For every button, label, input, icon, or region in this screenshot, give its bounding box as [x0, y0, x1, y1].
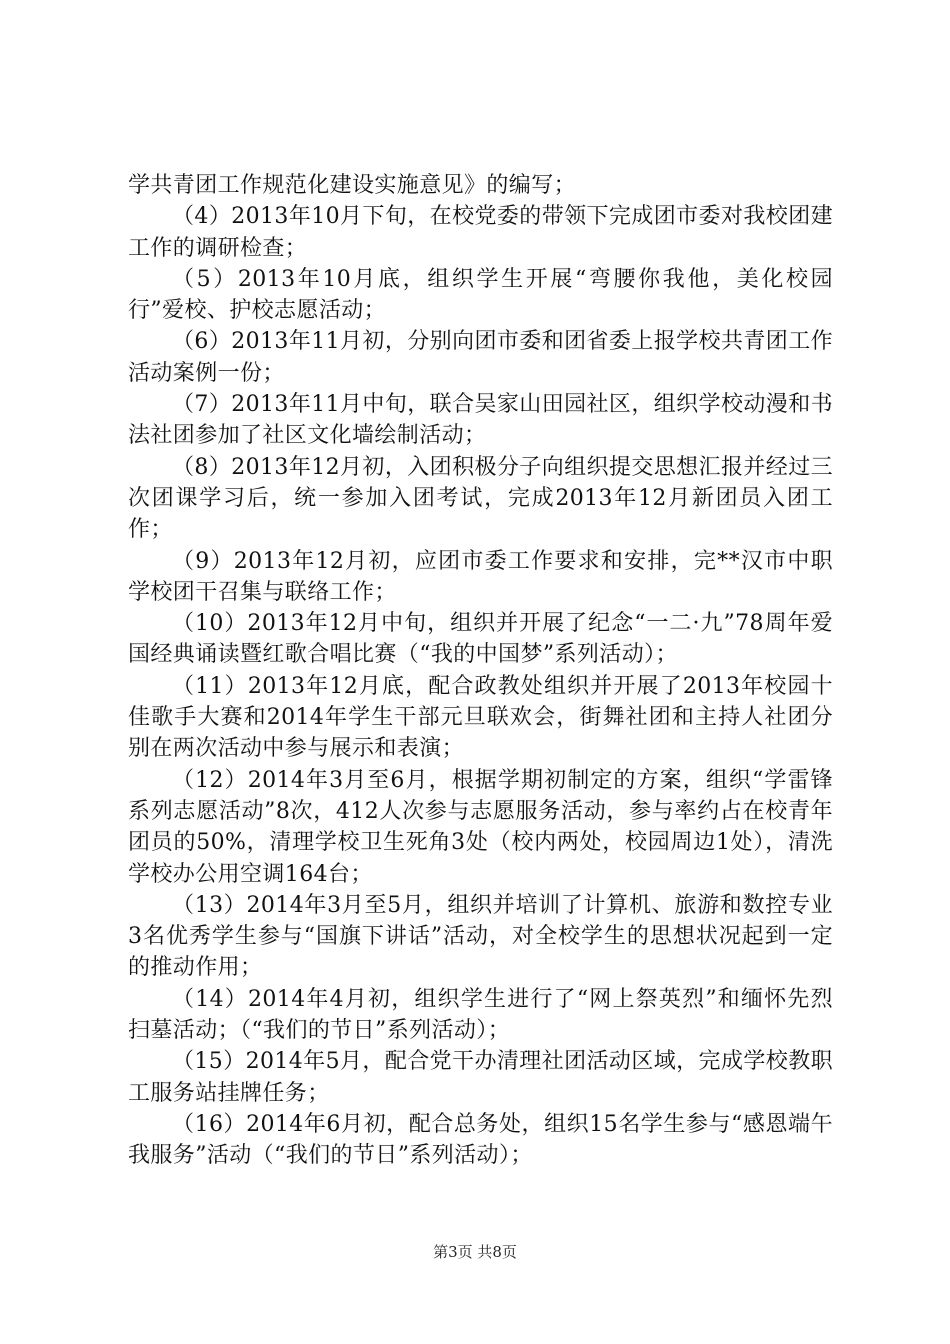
paragraph-continuation: 学共青团工作规范化建设实施意见》的编写；: [128, 173, 577, 198]
paragraph-item-15: （15）2014年5月，配合党干办清理社团活动区域，完成学校教职工服务站挂牌任务；: [128, 1049, 833, 1106]
paragraph-item-7: （7）2013年11月中旬，联合吴家山田园社区，组织学校动漫和书法社团参加了社区文化墙绘制活动；: [128, 392, 833, 449]
paragraph-item-8: （8）2013年12月初，入团积极分子向组织提交思想汇报并经过三次团课学习后，统一参加入团考试，完成2013年12月新团员入团工作；: [128, 454, 833, 543]
paragraph-item-6: （6）2013年11月初，分别向团市委和团省委上报学校共青团工作活动案例一份；: [128, 329, 833, 386]
paragraph-item-13: （13）2014年3月至5月，组织并培训了计算机、旅游和数控专业3名优秀学生参与“国旗下讲话”活动，对全校学生的思想状况起到一定的推动作用；: [128, 892, 833, 981]
paragraph-item-10: （10）2013年12月中旬，组织并开展了纪念“一二·九”78周年爱国经典诵读暨红歌合唱比赛（“我的中国梦”系列活动）；: [128, 611, 833, 668]
page-number-footer: 第3页 共8页: [433, 1243, 517, 1261]
paragraph-item-16: （16）2014年6月初，配合总务处，组织15名学生参与“感恩端午我服务”活动（“我们的节日”系列活动）；: [128, 1111, 833, 1169]
paragraph-item-11: （11）2013年12月底，配合政教处组织并开展了2013年校园十佳歌手大赛和2014年学生干部元旦联欢会，街舞社团和主持人社团分别在两次活动中参与展示和表演；: [128, 673, 833, 762]
paragraph-item-9: （9）2013年12月初，应团市委工作要求和安排，完**汉市中职学校团干召集与联络工作；: [128, 548, 833, 605]
document-body: [128, 170, 833, 1172]
paragraph-item-5: （5）2013年10月底，组织学生开展“弯腰你我他，美化校园行”爱校、护校志愿活动；: [128, 266, 833, 324]
paragraph-item-4: （4）2013年10月下旬，在校党委的带领下完成团市委对我校团建工作的调研检查；: [128, 204, 833, 261]
paragraph-item-12: （12）2014年3月至6月，根据学期初制定的方案，组织“学雷锋系列志愿活动”8次，412人次参与志愿服务活动，参与率约占在校青年团员的50%，清理学校卫生死角3处（校内两处，校园周边1处），清洗学校办公用空调164台；: [128, 767, 833, 887]
paragraph-item-14: （14）2014年4月初，组织学生进行了“网上祭英烈”和缅怀先烈扫墓活动；（“我们的节日”系列活动）；: [128, 986, 833, 1044]
